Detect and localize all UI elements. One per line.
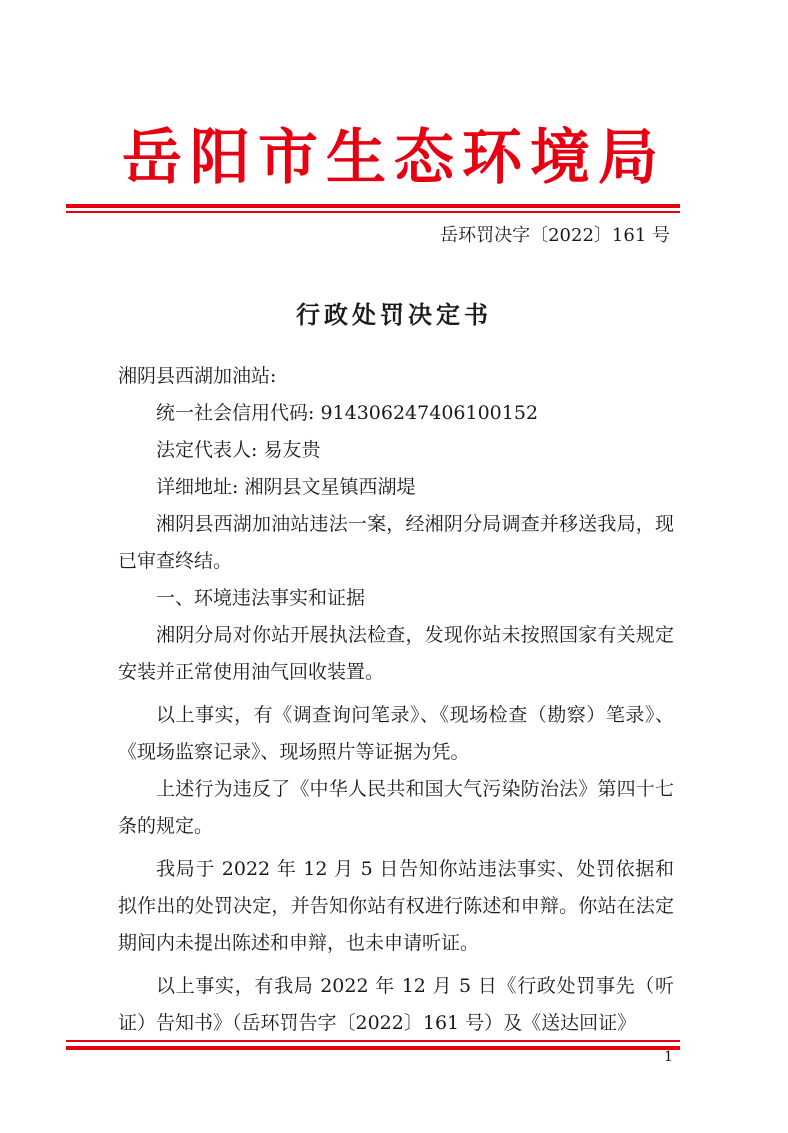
document-title: 行政处罚决定书	[296, 300, 492, 329]
agency-letterhead: 岳阳市生态环境局	[122, 123, 666, 193]
legal-basis-paragraph: 上述行为违反了《中华人民共和国大气污染防治法》第四十七条的规定。	[118, 778, 674, 837]
header-rule-thin	[66, 211, 680, 213]
document-body	[118, 358, 674, 1042]
footer-rule-thin	[66, 1040, 680, 1042]
violation-paragraph: 湘阴分局对你站开展执法检查，发现你站未按照国家有关规定安装并正常使用油气回收装置。	[118, 624, 674, 683]
case-intro-paragraph: 湘阴县西湖加油站违法一案，经湘阴分局调查并移送我局，现已审查终结。	[118, 513, 674, 572]
notification-paragraph: 我局于 2022 年 12 月 5 日告知你站违法事实、处罚依据和拟作出的处罚决定，并告知你站有权进行陈述和申辩。你站在法定期间内未提出陈述和申辩，也未申请听证。	[118, 858, 674, 954]
recipient-line: 湘阴县西湖加油站:	[118, 365, 277, 387]
document-number: 岳环罚决字〔2022〕161 号	[440, 225, 670, 246]
address-line: 详细地址: 湘阴县文星镇西湖堤	[156, 476, 416, 498]
notification-evidence-paragraph: 以上事实，有我局 2022 年 12 月 5 日《行政处罚事先（听证）告知书》（岳环罚告字〔2022〕161 号）及《送达回证》	[118, 975, 674, 1034]
evidence-paragraph: 以上事实，有《调查询问笔录》、《现场检查（勘察）笔录》、《现场监察记录》、现场照片等证据为凭。	[118, 704, 674, 763]
legal-rep-line: 法定代表人: 易友贵	[156, 439, 321, 461]
section-heading: 一、环境违法事实和证据	[156, 587, 366, 609]
page-number: 1	[664, 1049, 673, 1065]
footer-rule-thick	[66, 1046, 680, 1050]
header-rule-thick	[66, 204, 680, 208]
credit-code-line: 统一社会信用代码: 914306247406100152	[156, 402, 539, 424]
